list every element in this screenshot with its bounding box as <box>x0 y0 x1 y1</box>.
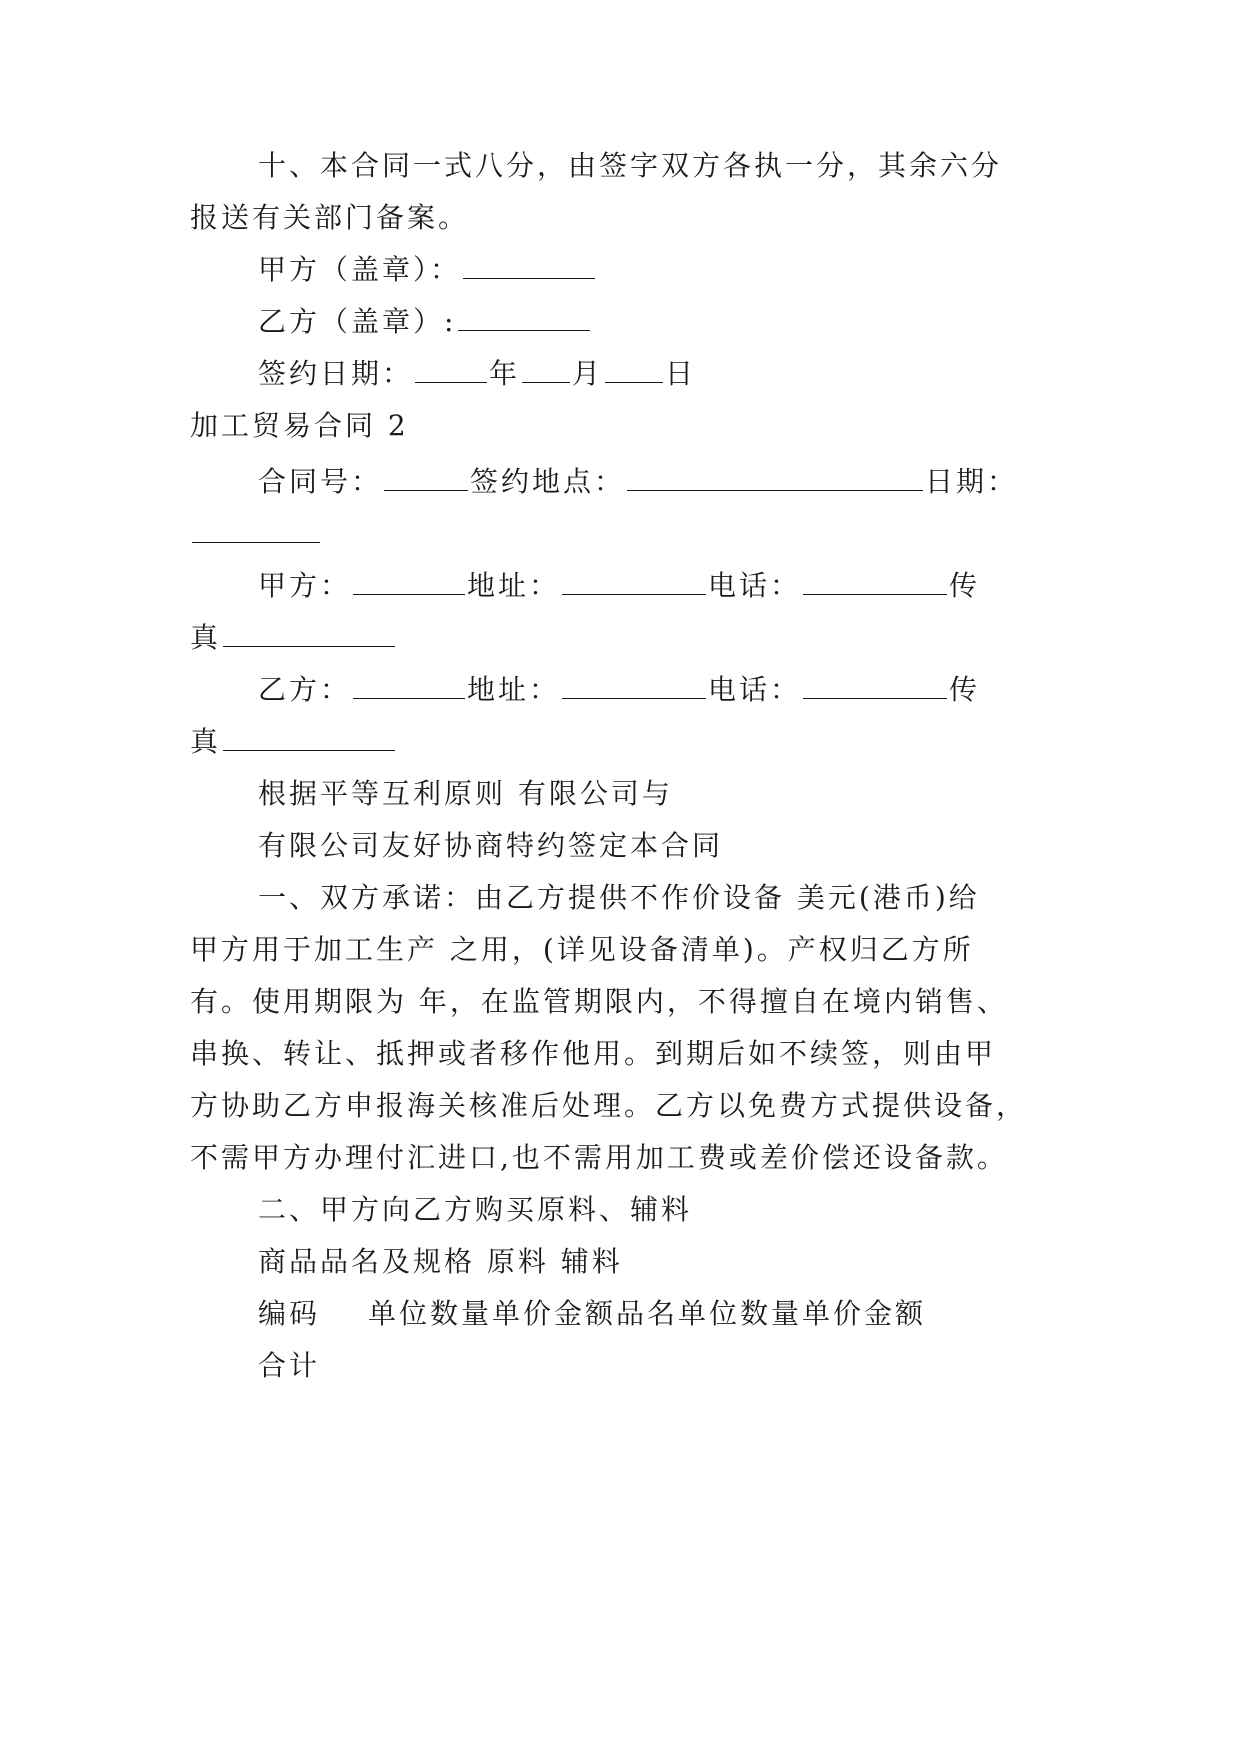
party-a-blank <box>353 568 465 595</box>
party-b-seal-line <box>258 302 592 342</box>
party-b-fax-blank <box>223 724 395 751</box>
year-label: 年 <box>489 357 521 390</box>
party-b-fax-line <box>190 722 397 762</box>
party-a-phone-blank <box>803 568 947 595</box>
party-a-fax-label-1: 传 <box>949 569 981 602</box>
party-a-info-line <box>258 566 980 606</box>
sign-date-label: 签约日期： <box>258 357 414 390</box>
clause1-line3: 有。使用期限为 年，在监管期限内，不得擅自在境内销售、 <box>190 985 1008 1018</box>
party-a-fax-line <box>190 618 397 658</box>
party-a-seal-label: 甲方（盖章）： <box>258 253 462 286</box>
party-b-fax-label-2: 真 <box>190 725 222 758</box>
party-b-label: 乙方： <box>258 673 352 706</box>
place-label: 签约地点： <box>470 465 626 498</box>
clause10-line2: 报送有关部门备案。 <box>190 201 470 234</box>
columns-label: 单位数量单价金额品名单位数量单价金额 <box>368 1297 927 1330</box>
day-label: 日 <box>665 357 697 390</box>
party-a-label: 甲方： <box>258 569 352 602</box>
party-b-address-label: 地址： <box>467 673 561 706</box>
party-a-seal-blank <box>463 252 595 279</box>
date-blank-line <box>190 514 322 554</box>
place-blank <box>627 464 923 491</box>
sign-date-line <box>258 354 696 394</box>
party-a-fax-label-2: 真 <box>190 621 222 654</box>
party-b-phone-label: 电话： <box>708 673 802 706</box>
contract-no-label: 合同号： <box>258 465 383 498</box>
preamble-line2: 有限公司友好协商特约签定本合同 <box>258 829 724 862</box>
party-b-blank <box>353 672 465 699</box>
party-a-address-blank <box>562 568 706 595</box>
party-b-seal-label: 乙方（盖章）: <box>258 305 457 338</box>
party-a-fax-blank <box>223 620 395 647</box>
day-blank <box>605 356 663 383</box>
clause2-title: 二、甲方向乙方购买原料、辅料 <box>258 1193 693 1226</box>
clause1-line6: 不需甲方办理付汇进口,也不需用加工费或差价偿还设备款。 <box>190 1141 1008 1174</box>
date-blank <box>192 516 320 543</box>
clause2-total: 合计 <box>258 1349 321 1382</box>
party-b-info-line <box>258 670 980 710</box>
clause1-line5: 方协助乙方申报海关核准后处理。乙方以免费方式提供设备， <box>190 1089 1028 1122</box>
clause2-header1: 商品品名及规格 原料 辅料 <box>258 1245 623 1278</box>
party-b-seal-blank <box>458 304 590 331</box>
party-b-address-blank <box>562 672 706 699</box>
party-a-phone-label: 电话： <box>708 569 802 602</box>
party-a-address-label: 地址： <box>467 569 561 602</box>
date-label: 日期： <box>925 465 1019 498</box>
party-b-phone-blank <box>803 672 947 699</box>
clause1-line1: 一、双方承诺：由乙方提供不作价设备 美元(港币)给 <box>258 881 980 914</box>
contract2-title: 加工贸易合同 2 <box>190 409 409 442</box>
party-b-fax-label-1: 传 <box>949 673 981 706</box>
clause10-line1: 十、本合同一式八分，由签字双方各执一分，其余六分 <box>258 149 1003 182</box>
year-blank <box>415 356 487 383</box>
contract-no-blank <box>384 464 468 491</box>
contract2-header-line <box>258 462 1018 502</box>
clause1-line2: 甲方用于加工生产 之用，(详见设备清单)。产权归乙方所 <box>190 933 974 966</box>
code-label: 编码 <box>258 1297 321 1330</box>
party-a-seal-line <box>258 250 597 290</box>
preamble-line1: 根据平等互利原则 有限公司与 <box>258 777 673 810</box>
month-blank <box>522 356 570 383</box>
month-label: 月 <box>572 357 604 390</box>
clause2-columns-line <box>258 1294 926 1334</box>
clause1-line4: 串换、转让、抵押或者移作他用。到期后如不续签，则由甲 <box>190 1037 997 1070</box>
